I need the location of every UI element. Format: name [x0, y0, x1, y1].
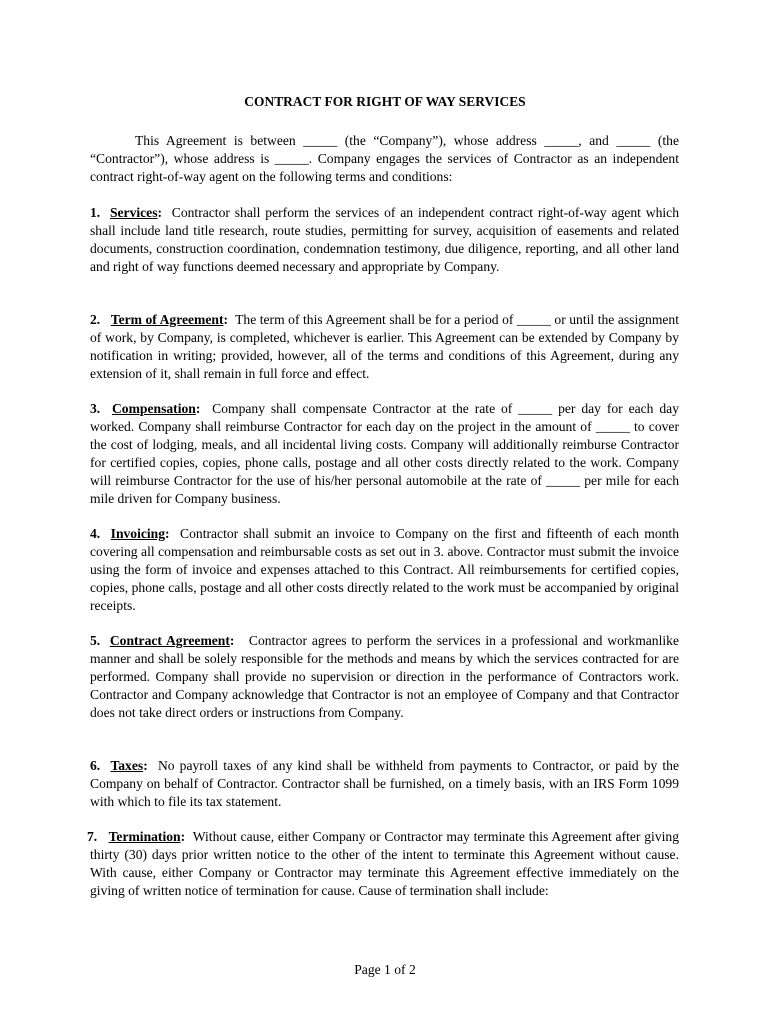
- section-number: 1.: [90, 205, 101, 220]
- section-term-of-agreement: [90, 311, 679, 383]
- section-number: 2.: [90, 312, 101, 327]
- section-text: Company shall compensate Contractor at the rate of _____ per day for each day worked. Company shall reimburse Contractor for each day on the project in the amount of _____ to cover the cost of lodging, meals, and all incidental living costs. Company will additionally reimburse Contractor for certified copies, copies, phone calls, postage and all other costs directly related to the work. Company will reimburse Contractor for the use of his/her personal automobile at the rate of _____ per mile for each mile driven for Company business.: [90, 401, 679, 506]
- section-number: 6.: [90, 758, 101, 773]
- section-number: 5.: [90, 633, 101, 648]
- section-number: 7.: [87, 829, 98, 844]
- section-colon: :: [157, 205, 163, 220]
- section-number: 3.: [90, 401, 101, 416]
- section-services: [90, 204, 679, 276]
- section-heading: Services: [109, 205, 158, 220]
- intro-paragraph: This Agreement is between _____ (the “Company”), whose address _____, and _____ (the “Contractor”), whose address is _____. Company engages the services of Contractor as an independent contract right-of-way agent on the following terms and conditions:: [90, 133, 679, 184]
- section-compensation: [90, 400, 679, 508]
- section-heading: Invoicing: [110, 526, 166, 541]
- section-colon: :: [229, 633, 235, 648]
- page-number-footer: Page 1 of 2: [354, 962, 416, 977]
- section-text: The term of this Agreement shall be for a period of _____ or until the assignment of work, by Company, is completed, whichever is earlier. This Agreement can be extended by Company by notification in writing; provided, however, all of the terms and conditions of this Agreement, during any extension of it, shall remain in full force and effect.: [90, 312, 679, 381]
- section-colon: :: [223, 312, 229, 327]
- section-heading: Termination: [108, 829, 181, 844]
- section-colon: :: [143, 758, 148, 773]
- section-heading: Taxes: [110, 758, 144, 773]
- section-heading: Term of Agreement: [110, 312, 224, 327]
- section-text: Contractor shall perform the services of an independent contract right-of-way agent which shall include land title research, route studies, permitting for survey, acquisition of easements and related documents, construction coordination, condemnation testimony, due diligence, reporting, and all other land and right of way functions deemed necessary and appropriate by Company.: [90, 205, 679, 274]
- section-text: No payroll taxes of any kind shall be withheld from payments to Contractor, or paid by the Company on behalf of Contractor. Contractor shall be furnished, on a timely basis, with an IRS Form 1099 with which to file its tax statement.: [90, 758, 680, 809]
- section-text: Contractor agrees to perform the services in a professional and workmanlike manner and shall be solely responsible for the methods and means by which the services contracted for are performed. Company shall provide no supervision or direction in the performance of Contractors work. Contractor and Company acknowledge that Contractor is not an employee of Company and that Contractor does not take direct orders or instructions from Company.: [90, 633, 679, 720]
- section-heading: Contract Agreement: [109, 633, 230, 648]
- section-colon: :: [165, 526, 170, 541]
- section-text: Contractor shall submit an invoice to Company on the first and fifteenth of each month covering all compensation and reimbursable costs as set out in 3. above. Contractor must submit the invoice using the form of invoice and expenses attached to this Contract. All reimbursements for certified copies, copies, phone calls, postage and all other costs directly related to the work must be accompanied by original receipts.: [90, 526, 680, 613]
- section-colon: :: [180, 829, 186, 844]
- section-termination: [87, 828, 679, 900]
- section-taxes: [90, 757, 679, 811]
- document-title: CONTRACT FOR RIGHT OF WAY SERVICES: [244, 94, 526, 109]
- section-contract-agreement: [90, 632, 679, 722]
- section-colon: :: [195, 401, 201, 416]
- section-number: 4.: [90, 526, 101, 541]
- section-text: Without cause, either Company or Contractor may terminate this Agreement after giving thirty (30) days prior written notice to the other of the intent to terminate this Agreement without cause. With cause, either Company or Contractor may terminate this Agreement effective immediately on the giving of written notice of termination for cause. Cause of termination shall include:: [90, 829, 679, 898]
- section-invoicing: [90, 525, 679, 615]
- section-heading: Compensation: [111, 401, 196, 416]
